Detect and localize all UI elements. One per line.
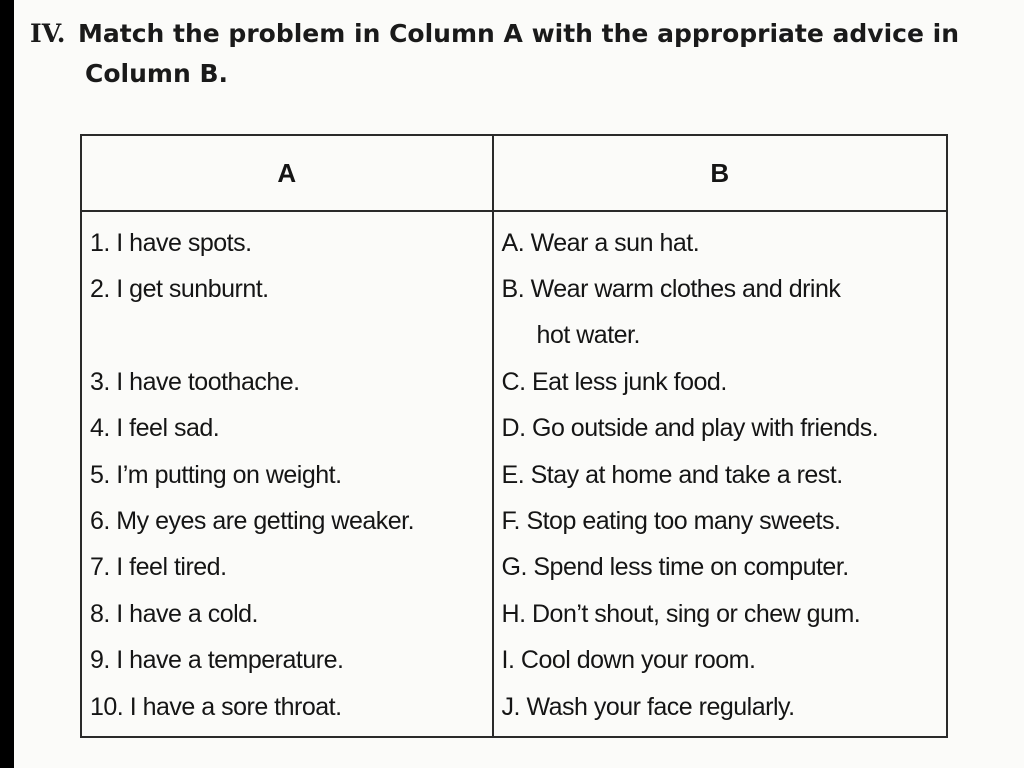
problem-item: 1. I have spots.: [81, 211, 493, 266]
table-row: [81, 313, 947, 359]
advice-item: J. Wash your face regularly.: [493, 684, 947, 737]
column-b-header: B: [493, 135, 947, 211]
instruction-line-1: Match the problem in Column A with the appropriate advice in: [78, 19, 960, 48]
problem-item: 10. I have a sore throat.: [81, 684, 493, 737]
problem-item: 6. My eyes are getting weaker.: [81, 498, 493, 544]
problem-item: 8. I have a cold.: [81, 591, 493, 637]
advice-item: D. Go outside and play with friends.: [493, 406, 947, 452]
table-row: [81, 359, 947, 405]
problem-item: 4. I feel sad.: [81, 406, 493, 452]
advice-item: E. Stay at home and take a rest.: [493, 452, 947, 498]
table-row: [81, 638, 947, 684]
exercise-number: IV.: [30, 19, 66, 48]
table-row: [81, 406, 947, 452]
table-header-row: [81, 135, 947, 211]
advice-item: C. Eat less junk food.: [493, 359, 947, 405]
advice-item: F. Stop eating too many sweets.: [493, 498, 947, 544]
advice-item: B. Wear warm clothes and drink: [493, 266, 947, 312]
problem-item: 5. I’m putting on weight.: [81, 452, 493, 498]
advice-item-continuation: hot water.: [536, 321, 640, 350]
advice-item: A. Wear a sun hat.: [493, 211, 947, 266]
table-row: [81, 498, 947, 544]
problem-item-empty: [81, 313, 493, 359]
column-a-header: A: [81, 135, 493, 211]
advice-item: H. Don’t shout, sing or chew gum.: [493, 591, 947, 637]
table-row: [81, 684, 947, 737]
advice-item: G. Spend less time on computer.: [493, 545, 947, 591]
exercise-heading: [30, 14, 1010, 94]
table-row: [81, 266, 947, 312]
matching-table: [80, 134, 948, 738]
advice-item: I. Cool down your room.: [493, 638, 947, 684]
table-row: [81, 591, 947, 637]
worksheet-page: [14, 0, 1024, 768]
problem-item: 3. I have toothache.: [81, 359, 493, 405]
instruction-line-2: Column B.: [85, 59, 228, 88]
problem-item: 2. I get sunburnt.: [81, 266, 493, 312]
table-row: [81, 452, 947, 498]
table-row: [81, 211, 947, 266]
problem-item: 9. I have a temperature.: [81, 638, 493, 684]
table-row: [81, 545, 947, 591]
problem-item: 7. I feel tired.: [81, 545, 493, 591]
